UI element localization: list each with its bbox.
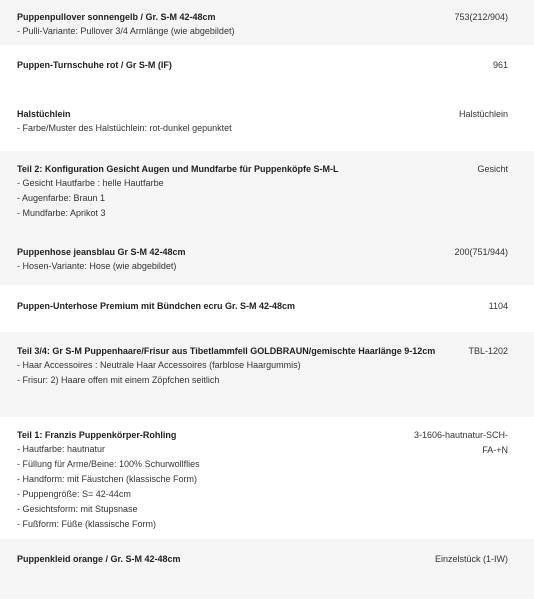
list-item: [0, 97, 534, 151]
item-info: [17, 299, 477, 321]
item-title: Puppenpullover sonnengelb / Gr. S-M 42-48cm: [17, 12, 216, 22]
list-item: [0, 45, 534, 97]
item-title: Teil 2: Konfiguration Gesicht Augen und Mundfarbe für Puppenköpfe S-M-L: [17, 164, 339, 174]
item-title: Teil 3/4: Gr S-M Puppenhaare/Frisur aus Tibetlammfell GOLDBRAUN/gemischte Haarlänge 9-12cm: [17, 346, 436, 356]
item-sku: TBL-1202: [468, 346, 508, 356]
item-info: [17, 58, 481, 86]
item-sku: 3-1606-hautnatur-SCH-FA-+N: [413, 430, 508, 455]
item-sku: 961: [492, 60, 508, 70]
item-title: Teil 1: Franzis Puppenkörper-Rohling: [17, 430, 177, 440]
item-sku: Einzelstück (1-IW): [434, 554, 508, 564]
item-title: Puppenhose jeansblau Gr S-M 42-48cm: [17, 247, 186, 257]
list-item: [0, 332, 534, 417]
item-title: Puppenkleid orange / Gr. S-M 42-48cm: [17, 554, 181, 564]
item-info: [17, 245, 442, 274]
item-option: - Handform: mit Fäustchen (klassische Form): [17, 474, 198, 484]
item-info: [17, 10, 442, 34]
item-info: [17, 552, 423, 588]
item-title: Puppen-Unterhose Premium mit Bündchen ecru Gr. S-M 42-48cm: [17, 301, 296, 311]
item-option: - Puppengröße: S= 42-44cm: [17, 489, 131, 499]
list-item: [0, 417, 534, 539]
item-option: - Gesicht Hautfarbe : helle Hautfarbe: [17, 178, 164, 188]
item-title: Halstüchlein: [17, 109, 71, 119]
item-option: - Augenfarbe: Braun 1: [17, 193, 106, 203]
item-sku: 200(751/944): [454, 247, 508, 257]
item-option: - Frisur: 2) Haare offen mit einem Zöpfchen seitlich: [17, 375, 220, 385]
list-item: [0, 285, 534, 332]
item-option: - Pulli-Variante: Pullover 3/4 Armlänge (wie abgebildet): [17, 26, 235, 36]
list-item: [0, 539, 534, 599]
item-info: [17, 162, 465, 224]
item-option: - Hosen-Variante: Hose (wie abgebildet): [17, 261, 177, 271]
item-option: - Gesichtsform: mit Stupsnase: [17, 504, 138, 514]
list-item: [0, 151, 534, 235]
item-sku: Halstüchlein: [458, 109, 508, 119]
item-option: - Füllung für Arme/Beine: 100% Schurwollflies: [17, 459, 200, 469]
item-sku: 753(212/904): [454, 12, 508, 22]
item-option: - Farbe/Muster des Halstüchlein: rot-dunkel gepunktet: [17, 123, 232, 133]
item-option: - Fußform: Füße (klassische Form): [17, 519, 157, 529]
item-sku: 1104: [488, 301, 508, 311]
item-title: Puppen-Turnschuhe rot / Gr S-M (IF): [17, 60, 172, 70]
item-option: - Hautfarbe: hautnatur: [17, 444, 106, 454]
item-info: [17, 344, 456, 406]
item-info: [17, 107, 447, 140]
item-sku: Gesicht: [477, 164, 508, 174]
list-item: [0, 0, 534, 45]
item-option: - Haar Accessoires : Neutrale Haar Accessoires (farblose Haargummis): [17, 360, 301, 370]
item-option: - Mundfarbe: Aprikot 3: [17, 208, 106, 218]
item-info: [17, 428, 401, 528]
list-item: [0, 235, 534, 285]
